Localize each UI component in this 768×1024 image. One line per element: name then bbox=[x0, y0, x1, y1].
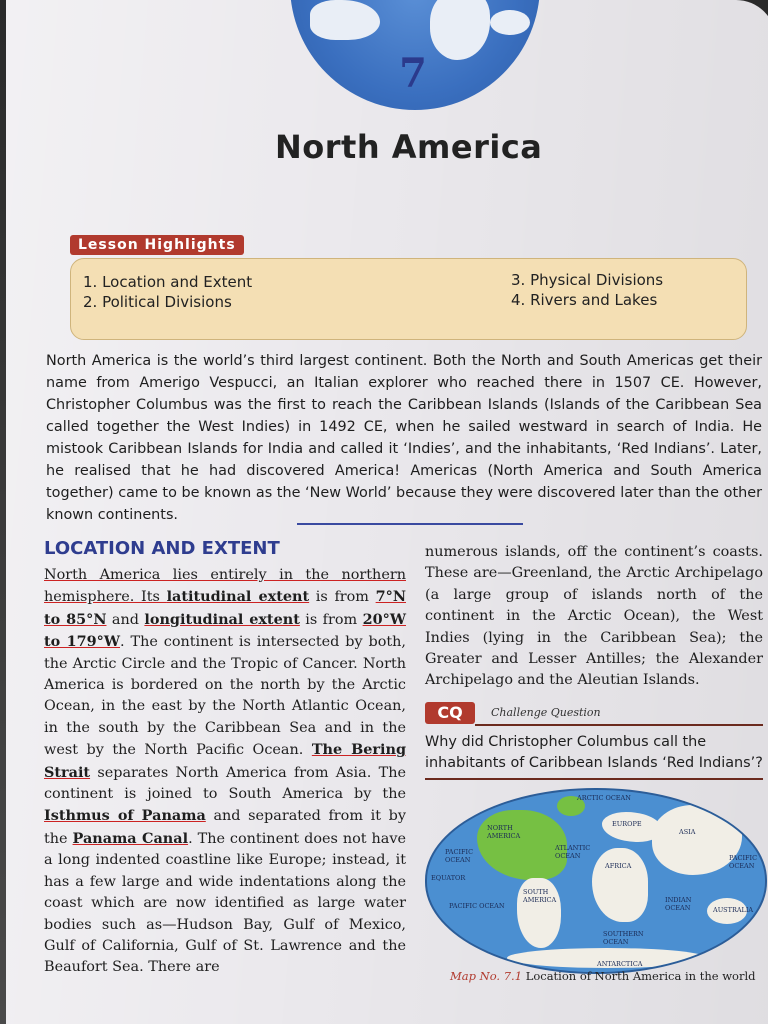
right-column bbox=[425, 542, 763, 974]
map-label: PACIFIC OCEAN bbox=[445, 847, 474, 864]
chapter-title: North America bbox=[275, 128, 543, 166]
map-label: ANTARCTICA bbox=[597, 959, 643, 968]
islands-paragraph: numerous islands, off the continent’s coasts. These are—Greenland, the Arctic Archipelago (a large group of islands north of the continent in the Arctic Ocean), the West Indies (lying in the Caribbean Sea); the Greater and Lesser Antilles; the Alexander Archipelago and the Aleutian Islands. bbox=[425, 544, 763, 689]
map-label: INDIAN OCEAN bbox=[665, 895, 692, 912]
map-caption: Map No. 7.1 Location of North America in the world bbox=[450, 969, 756, 983]
lesson-highlights-box bbox=[70, 258, 747, 340]
world-map bbox=[425, 788, 767, 974]
map-label: AUSTRALIA bbox=[713, 905, 754, 914]
challenge-badge: CQ bbox=[425, 702, 475, 724]
section-paragraph: North America lies entirely in the northern hemisphere. Its latitudinal extent is from 7°N to 85°N and longitudinal extent is from 20°W to 179°W. The continent is intersected by both, the Arctic Circle and the Tropic of Cancer. North America is bordered on the north by the Arctic Ocean, in the east by the North Atlantic Ocean, in the south by the Caribbean Sea and in the west by the North Pacific Ocean. The Bering Strait separates North America from Asia. The continent is joined to South America by the Isthmus of Panama and separated from it by the Panama Canal. The continent does not have a long indented coastline like Europe; instead, it has a few large and wide indentations along the coast which are now identified as large water bodies such as—Hudson Bay, Gulf of Mexico, Gulf of California, Gulf of St. Lawrence and the Beaufort Sea. There are bbox=[44, 567, 407, 976]
map-africa bbox=[592, 848, 648, 922]
map-label: PACIFIC OCEAN bbox=[729, 853, 758, 870]
map-label: ASIA bbox=[679, 827, 696, 836]
map-label: PACIFIC OCEAN bbox=[449, 901, 505, 910]
map-label: EQUATOR bbox=[431, 873, 466, 882]
section-divider bbox=[297, 523, 523, 525]
chapter-number: 7 bbox=[399, 50, 427, 97]
globe-land bbox=[310, 0, 380, 40]
challenge-question-header bbox=[425, 702, 763, 728]
lesson-highlights-tag: Lesson Highlights bbox=[70, 235, 244, 255]
globe-land bbox=[430, 0, 490, 60]
highlight-item: 4. Rivers and Lakes bbox=[511, 291, 658, 309]
map-label: SOUTH AMERICA bbox=[523, 887, 557, 904]
map-label: ARCTIC OCEAN bbox=[577, 793, 631, 802]
challenge-label: Challenge Question bbox=[491, 705, 601, 719]
highlight-item: 3. Physical Divisions bbox=[511, 271, 664, 289]
challenge-question: Why did Christopher Columbus call the inhabitants of Caribbean Islands ‘Red Indians’? bbox=[425, 733, 763, 771]
map-label: EUROPE bbox=[612, 819, 642, 828]
map-north-america bbox=[477, 810, 567, 880]
challenge-bottom-rule bbox=[425, 778, 763, 780]
challenge-rule bbox=[475, 724, 763, 726]
map-label: AFRICA bbox=[605, 861, 632, 870]
intro-paragraph: North America is the world’s third largest continent. Both the North and South Americas get their name from Amerigo Vespucci, an Italian explorer who reached there in 1507 CE. However, Christopher Columbus was the first to reach the Caribbean Islands (Islands of the Caribbean Sea called together the West Indies) in 1492 CE, when he sailed westward in search of India. He mistook Caribbean Islands for India and called it ‘Indies’, and the inhabitants, ‘Red Indians’. Later, he realised that he had discovered America! Americas (North America and South America together) came to be known as the ‘New World’ because they were discovered later than the other known continents. bbox=[46, 353, 762, 523]
highlight-item: 2. Political Divisions bbox=[83, 293, 232, 311]
globe-land bbox=[490, 10, 530, 35]
highlight-item: 1. Location and Extent bbox=[83, 273, 253, 291]
left-column bbox=[44, 538, 406, 979]
map-label: NORTH AMERICA bbox=[487, 823, 521, 840]
section-heading: LOCATION AND EXTENT bbox=[44, 538, 280, 559]
map-label: SOUTHERN OCEAN bbox=[603, 929, 644, 946]
map-label: ATLANTIC OCEAN bbox=[555, 843, 591, 860]
